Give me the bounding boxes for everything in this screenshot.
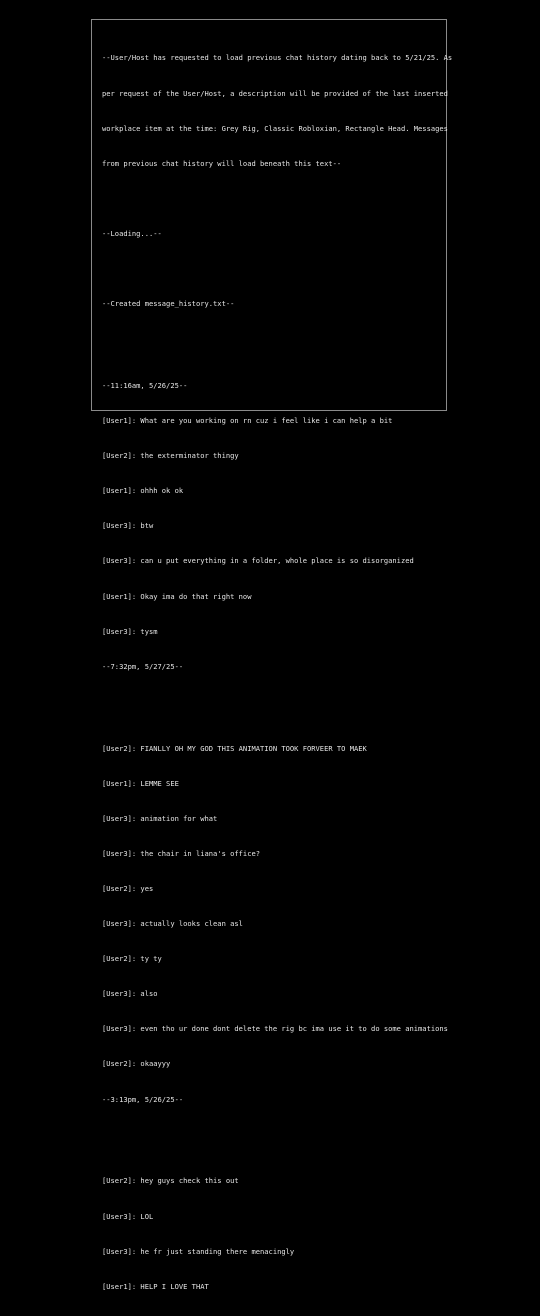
chat-message: [User2]: yes <box>102 883 154 893</box>
chat-message: [User3]: actually looks clean asl <box>102 919 243 929</box>
chat-message: [User2]: FIANLLY OH MY GOD THIS ANIMATION TOOK FORVEER TO MAEK <box>102 743 367 753</box>
chat-message: [User3]: animation for what <box>102 813 218 823</box>
chat-history-text <box>102 29 453 1316</box>
timestamp-line: --7:32pm, 5/27/25-- <box>102 661 184 671</box>
chat-message: [User1]: HELP I LOVE THAT <box>102 1281 209 1291</box>
chat-message: [User1]: ohhh ok ok <box>102 486 184 496</box>
spacer <box>102 1129 442 1141</box>
chat-message: [User3]: also <box>102 989 158 999</box>
timestamp-line: --3:13pm, 5/26/25-- <box>102 1094 184 1104</box>
spacer <box>102 263 442 275</box>
spacer <box>102 696 442 708</box>
chat-message: [User3]: can u put everything in a folder, whole place is so disorganized <box>102 556 414 566</box>
header-line: workplace item at the time: Grey Rig, Classic Robloxian, Rectangle Head. Messages <box>102 123 448 133</box>
loading-line: --Loading...-- <box>102 228 162 238</box>
header-line: from previous chat history will load beneath this text-- <box>102 158 342 168</box>
chat-message: [User3]: tysm <box>102 626 158 636</box>
header-line: --User/Host has requested to load previous chat history dating back to 5/21/25. As <box>102 53 453 63</box>
chat-message: [User1]: Okay ima do that right now <box>102 591 252 601</box>
chat-history-window <box>91 19 453 1291</box>
chat-message: [User3]: the chair in liana's office? <box>102 848 261 858</box>
created-file-line: --Created message_history.txt-- <box>102 299 235 309</box>
chat-message: [User3]: LOL <box>102 1211 154 1221</box>
chat-message: [User2]: okaayyy <box>102 1059 171 1069</box>
chat-message: [User2]: the exterminator thingy <box>102 451 239 461</box>
chat-message: [User2]: hey guys check this out <box>102 1176 239 1186</box>
chat-message: [User3]: btw <box>102 521 154 531</box>
chat-message: [User2]: ty ty <box>102 954 162 964</box>
timestamp-line: --11:16am, 5/26/25-- <box>102 380 188 390</box>
header-line: per request of the User/Host, a description will be provided of the last inserted <box>102 88 448 98</box>
spacer <box>102 193 442 205</box>
chat-message: [User3]: even tho ur done dont delete the rig bc ima use it to do some animations <box>102 1024 448 1034</box>
chat-message: [User3]: he fr just standing there menacingly <box>102 1246 295 1256</box>
chat-message: [User1]: LEMME SEE <box>102 778 179 788</box>
chat-message: [User1]: What are you working on rn cuz i feel like i can help a bit <box>102 416 393 426</box>
spacer <box>102 333 442 345</box>
